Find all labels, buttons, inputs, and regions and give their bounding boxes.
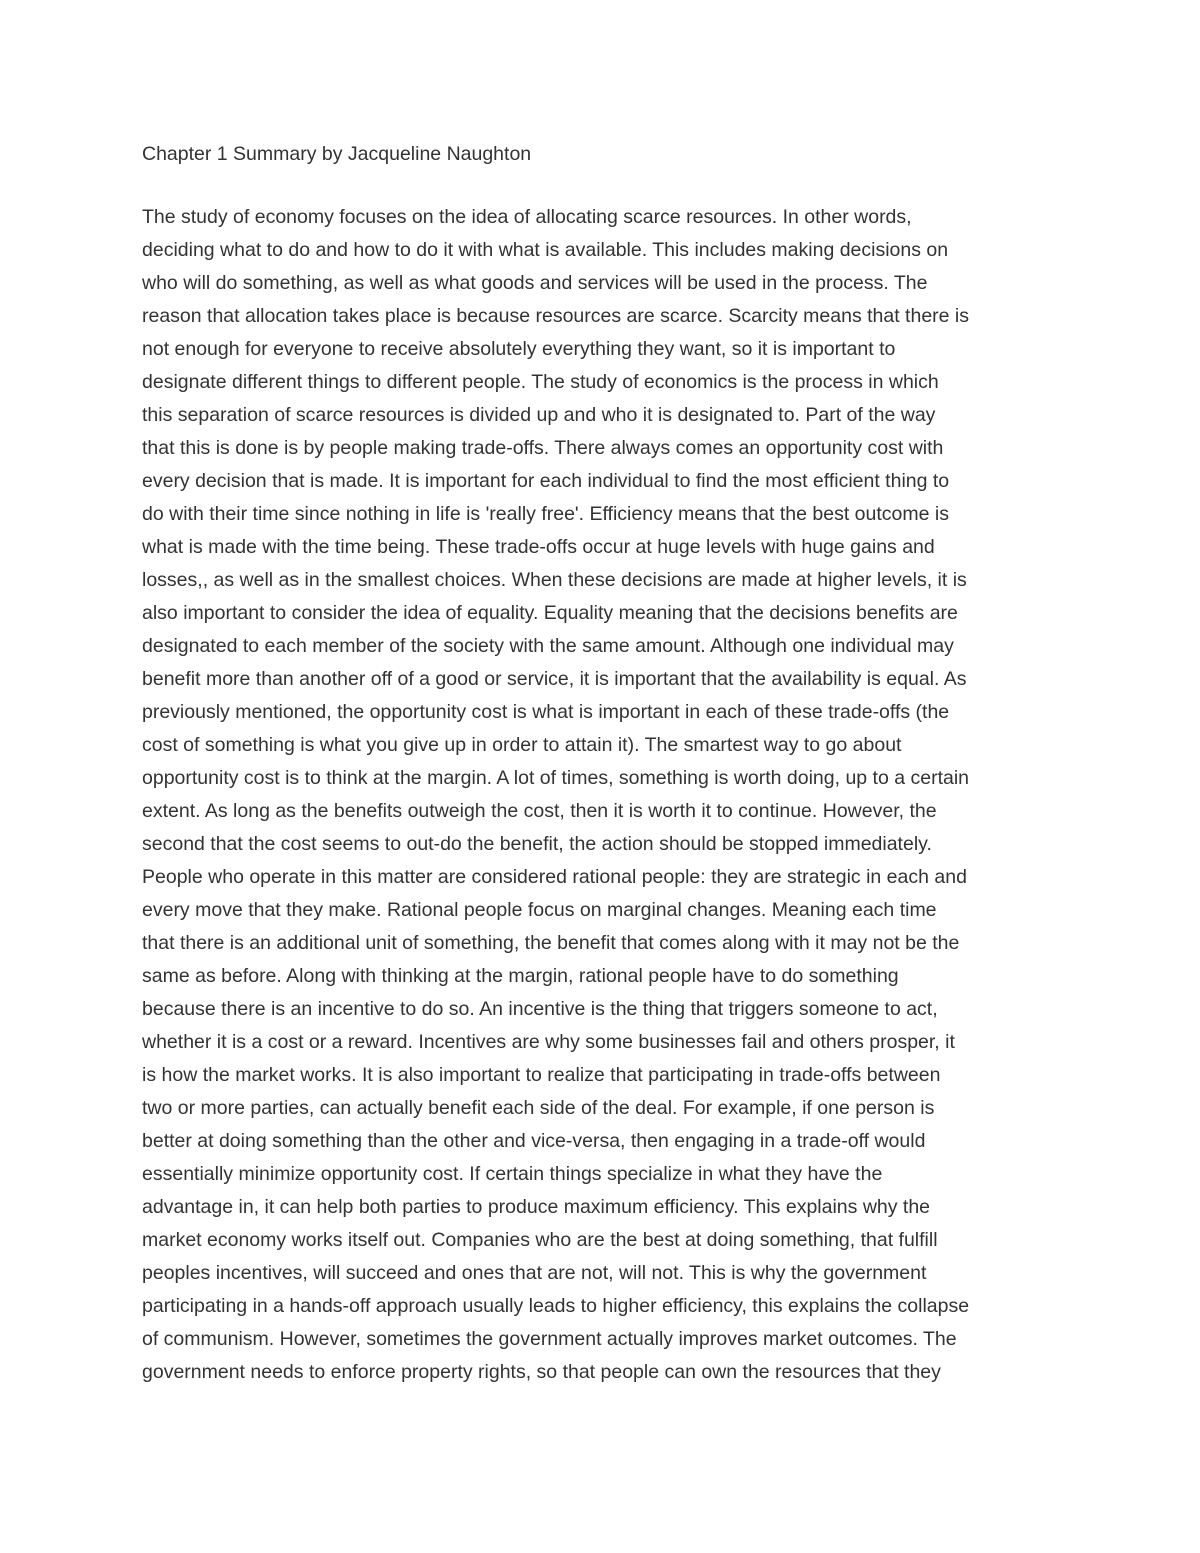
document-title: Chapter 1 Summary by Jacqueline Naughton xyxy=(142,143,532,165)
text-line: benefit more than another off of a good or service, it is important that the availability is equal. As xyxy=(142,668,967,690)
text-line: that this is done is by people making trade-offs. There always comes an opportunity cost with xyxy=(142,437,944,459)
text-line: designate different things to different people. The study of economics is the process in which xyxy=(142,371,939,393)
text-line: reason that allocation takes place is because resources are scarce. Scarcity means that there is xyxy=(142,305,969,327)
text-line: second that the cost seems to out-do the benefit, the action should be stopped immediately. xyxy=(142,833,932,855)
text-line: previously mentioned, the opportunity cost is what is important in each of these trade-offs (the xyxy=(142,701,950,723)
text-line: every decision that is made. It is important for each individual to find the most efficient thing to xyxy=(142,470,950,492)
text-line: essentially minimize opportunity cost. If certain things specialize in what they have the xyxy=(142,1163,883,1185)
text-line: who will do something, as well as what goods and services will be used in the process. The xyxy=(142,272,928,294)
text-line: also important to consider the idea of equality. Equality meaning that the decisions benefits are xyxy=(142,602,958,624)
text-line: what is made with the time being. These trade-offs occur at huge levels with huge gains and xyxy=(142,536,935,558)
text-line: that there is an additional unit of something, the benefit that comes along with it may not be the xyxy=(142,932,960,954)
text-line: market economy works itself out. Companies who are the best at doing something, that fulfill xyxy=(142,1229,938,1251)
text-line: of communism. However, sometimes the government actually improves market outcomes. The xyxy=(142,1328,957,1350)
text-line: is how the market works. It is also important to realize that participating in trade-offs between xyxy=(142,1064,941,1086)
text-line: designated to each member of the society with the same amount. Although one individual may xyxy=(142,635,954,657)
text-line: People who operate in this matter are considered rational people: they are strategic in each and xyxy=(142,866,967,888)
text-line: do with their time since nothing in life is 'really free'. Efficiency means that the best outcome is xyxy=(142,503,949,525)
text-line: extent. As long as the benefits outweigh the cost, then it is worth it to continue. However, the xyxy=(142,800,937,822)
text-line: whether it is a cost or a reward. Incentives are why some businesses fail and others prosper, it xyxy=(142,1031,955,1053)
text-line: The study of economy focuses on the idea of allocating scarce resources. In other words, xyxy=(142,206,912,228)
text-line: peoples incentives, will succeed and ones that are not, will not. This is why the government xyxy=(142,1262,927,1284)
text-line: opportunity cost is to think at the margin. A lot of times, something is worth doing, up to a certain xyxy=(142,767,970,789)
text-line: every move that they make. Rational people focus on marginal changes. Meaning each time xyxy=(142,899,937,921)
text-line: cost of something is what you give up in order to attain it). The smartest way to go about xyxy=(142,734,902,756)
text-line: this separation of scarce resources is divided up and who it is designated to. Part of the way xyxy=(142,404,936,426)
text-line: government needs to enforce property rights, so that people can own the resources that they xyxy=(142,1361,941,1383)
text-line: because there is an incentive to do so. An incentive is the thing that triggers someone to act, xyxy=(142,998,938,1020)
document-body xyxy=(142,201,1072,1389)
text-line: two or more parties, can actually benefit each side of the deal. For example, if one person is xyxy=(142,1097,935,1119)
text-line: deciding what to do and how to do it with what is available. This includes making decisions on xyxy=(142,239,949,261)
text-line: not enough for everyone to receive absolutely everything they want, so it is important to xyxy=(142,338,896,360)
text-line: same as before. Along with thinking at the margin, rational people have to do something xyxy=(142,965,899,987)
text-line: participating in a hands-off approach usually leads to higher efficiency, this explains the collapse xyxy=(142,1295,970,1317)
text-line: advantage in, it can help both parties to produce maximum efficiency. This explains why the xyxy=(142,1196,931,1218)
text-line: better at doing something than the other and vice-versa, then engaging in a trade-off would xyxy=(142,1130,926,1152)
text-line: losses,, as well as in the smallest choices. When these decisions are made at higher levels, it is xyxy=(142,569,967,591)
